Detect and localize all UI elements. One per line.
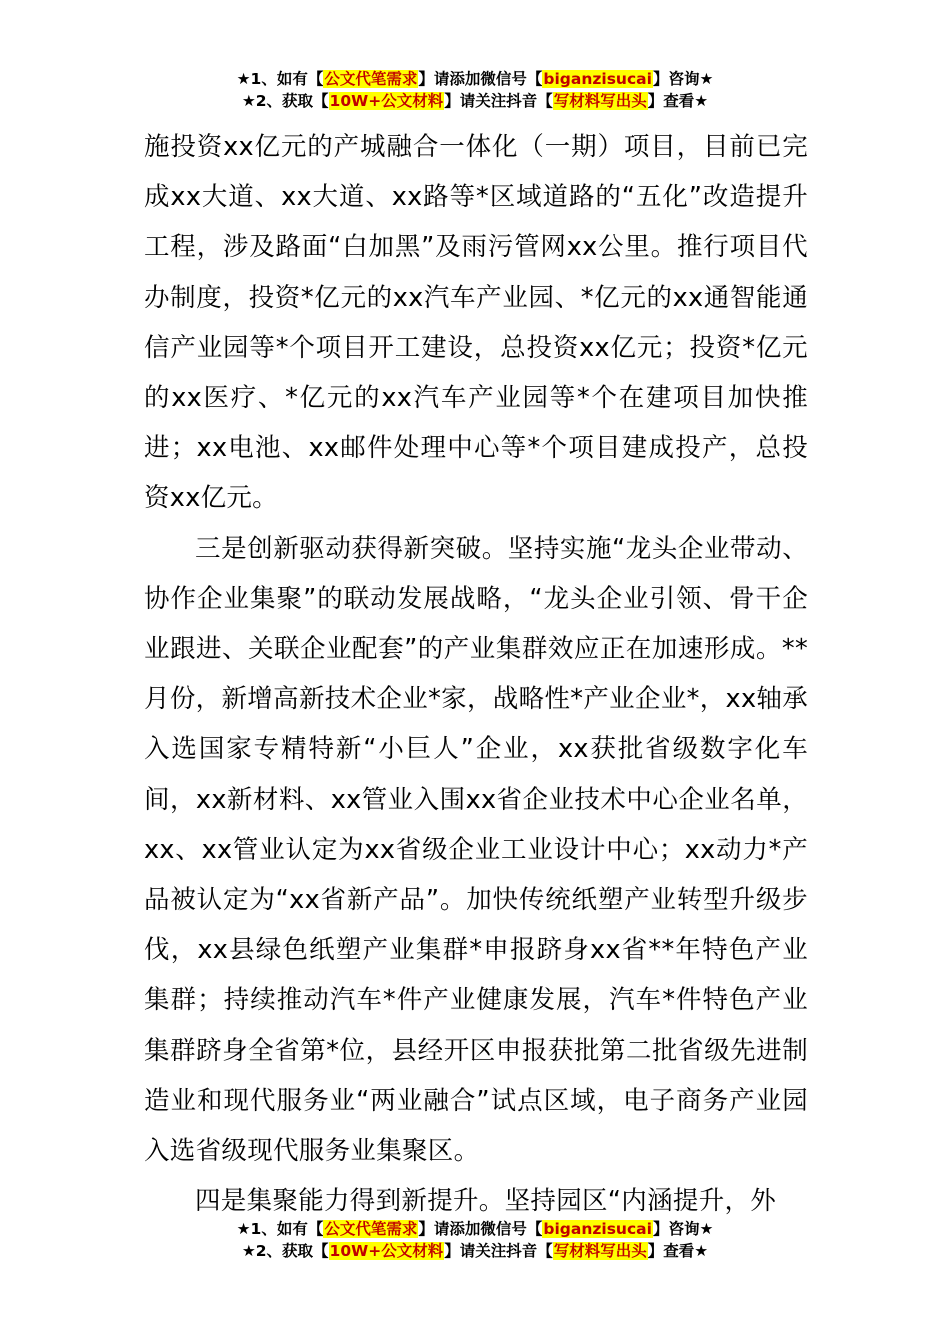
banner-highlight-materials: 10W+公文材料 [329,92,444,110]
star-icon: ★ [694,92,709,110]
star-icon: ★ [241,1242,256,1260]
banner-line-1 [0,68,950,90]
banner-text: 2、获取【 [255,1242,329,1260]
banner-highlight-wechat: biganzisucai [543,1220,652,1238]
banner-highlight-douyin: 写材料写出头 [553,1242,647,1260]
star-icon: ★ [236,70,251,88]
star-icon: ★ [694,1242,709,1260]
paragraph-innovation: 三是创新驱动获得新突破。坚持实施“龙头企业带动、协作企业集聚”的联动发展战略，“龙头企业引领、骨干企业跟进、关联企业配套”的产业集群效应正在加速形成。**月份，新增高新技术企业*家，战略性*产业企业*，xx轴承入选国家专精特新“小巨人”企业，xx获批省级数字化车间，xx新材料、xx管业入围xx省企业技术中心企业名单，xx、xx管业认定为xx省级企业工业设计中心；xx动力*产品被认定为“xx省新产品”。加快传统纸塑产业转型升级步伐，xx县绿色纸塑产业集群*申报跻身xx省**年特色产业集群；持续推动汽车*件产业健康发展，汽车*件特色产业集群跻身全省第*位，县经开区申报获批第二批省级先进制造业和现代服务业“两业融合”试点区域，电子商务产业园入选省级现代服务业集聚区。 [144,533,808,1167]
banner-highlight-service: 公文代笔需求 [324,1220,418,1238]
paragraph-cluster: 四是集聚能力得到新提升。坚持园区“内涵提升，外 [195,1186,777,1217]
banner-text: 】请添加微信号【 [418,70,543,88]
star-icon: ★ [241,92,256,110]
banner-text: 】查看 [647,92,695,110]
star-icon: ★ [699,70,714,88]
footer-banner [0,1218,950,1262]
star-icon: ★ [236,1220,251,1238]
banner-text: 】咨询 [652,1220,700,1238]
banner-text: 1、如有【 [250,1220,324,1238]
banner-highlight-wechat: biganzisucai [543,70,652,88]
document-body [144,122,808,1226]
banner-line-2 [0,1240,950,1262]
banner-highlight-service: 公文代笔需求 [324,70,418,88]
banner-text: 】查看 [647,1242,695,1260]
paragraph-continuation: 施投资xx亿元的产城融合一体化（一期）项目，目前已完成xx大道、xx大道、xx路等*区域道路的“五化”改造提升工程，涉及路面“白加黑”及雨污管网xx公里。推行项目代办制度，投资*亿元的xx汽车产业园、*亿元的xx通智能通信产业园等*个项目开工建设，总投资xx亿元；投资*亿元的xx医疗、*亿元的xx汽车产业园等*个在建项目加快推进；xx电池、xx邮件处理中心等*个项目建成投产，总投资xx亿元。 [144,132,808,514]
banner-text: 】请关注抖音【 [444,92,553,110]
banner-highlight-materials: 10W+公文材料 [329,1242,444,1260]
banner-line-2 [0,90,950,112]
banner-text: 1、如有【 [250,70,324,88]
banner-text: 】咨询 [652,70,700,88]
banner-highlight-douyin: 写材料写出头 [553,92,647,110]
banner-line-1 [0,1218,950,1240]
header-banner [0,68,950,112]
banner-text: 2、获取【 [255,92,329,110]
banner-text: 】请关注抖音【 [444,1242,553,1260]
banner-text: 】请添加微信号【 [418,1220,543,1238]
star-icon: ★ [699,1220,714,1238]
